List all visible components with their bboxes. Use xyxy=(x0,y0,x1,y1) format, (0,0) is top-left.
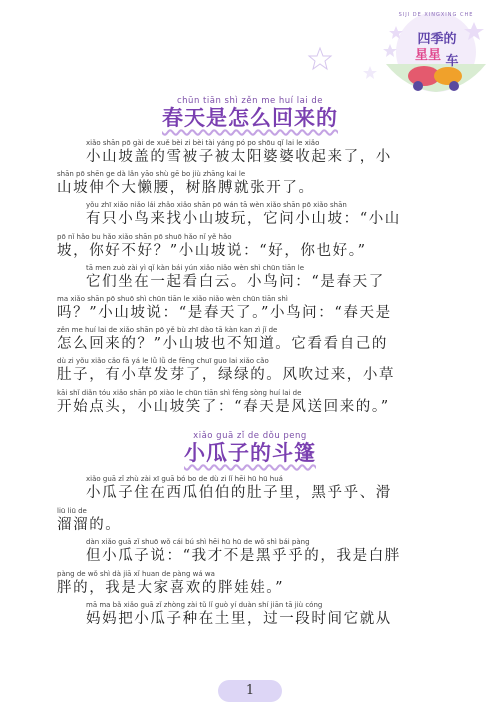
pinyin-line: xiǎo shān pō gài de xuě bèi zi bèi tài yáng pó po shōu qǐ lai le xiǎo xyxy=(86,139,320,147)
text-line xyxy=(57,326,449,353)
pinyin-line: dù zi yǒu xiǎo cǎo fā yá le lǜ lǜ de fēng chuī guo lai xiǎo cǎo xyxy=(57,357,269,366)
logo-title-line1: 四季的 xyxy=(417,32,457,47)
pinyin-line: kāi shǐ diǎn tóu xiǎo shān pō xiào le chūn tiān shì fēng sòng huí lai de xyxy=(57,388,302,397)
pinyin-line: yǒu zhī xiǎo niǎo lái zhǎo xiǎo shān pō wán tā wèn xiǎo shān pō xiǎo shān xyxy=(86,201,347,210)
hanzi-line: 山坡伸个大懒腰，树胳膊就张开了。 xyxy=(57,180,315,197)
pinyin-line: ma xiǎo shān pō shuō shì chūn tiān le xiǎo niǎo wèn chūn tiān shì xyxy=(57,295,288,303)
story-section-2 xyxy=(0,431,500,465)
hanzi-line: 怎么回来的？”小山坡也不知道。它看看自己的 xyxy=(57,336,389,353)
logo-title-line2: 星星 xyxy=(414,48,441,63)
story-2-title-pinyin: xiǎo guā zǐ de dǒu peng xyxy=(193,431,307,441)
hanzi-line: 小山坡盖的雪被子被太阳婆婆收起来了，小 xyxy=(86,149,392,165)
text-line xyxy=(57,475,449,502)
text-line xyxy=(57,357,449,384)
pinyin-line: mā ma bǎ xiǎo guā zǐ zhòng zài tǔ lǐ guò yí duàn shí jiān tā jiù cóng xyxy=(86,601,323,609)
hanzi-line: 小瓜子住在西瓜伯伯的肚子里，黑乎乎、滑 xyxy=(86,485,392,501)
pinyin-line: xiǎo guā zǐ zhù zài xī guā bó bo de dù zi lǐ hēi hū hū huá xyxy=(86,475,283,483)
pinyin-line: shān pō shēn ge dà lǎn yāo shù gē bo jiù zhāng kai le xyxy=(57,170,246,179)
logo-title-line3: 车 xyxy=(445,54,459,69)
hanzi-line: 胖的，我是大家喜欢的胖娃娃。” xyxy=(57,579,285,596)
text-line xyxy=(57,139,449,166)
text-line xyxy=(57,201,449,228)
hanzi-line: 它们坐在一起看白云。小鸟问：“是春天了 xyxy=(86,273,385,290)
story-1-title xyxy=(0,106,500,130)
text-line xyxy=(57,170,449,197)
pinyin-line: zěn me huí lai de xiǎo shān pō yě bù zhī dào tā kàn kan zì jǐ de xyxy=(57,326,278,335)
text-line xyxy=(57,295,449,322)
hanzi-line: 妈妈把小瓜子种在土里，过一段时间它就从 xyxy=(86,611,392,627)
text-line xyxy=(57,507,449,534)
logo-arc-text: SIJI DE XINGXING CHE xyxy=(398,12,474,18)
page-number-badge xyxy=(218,680,282,702)
hanzi-line: 开始点头，小山坡笑了：“春天是风送回来的。” xyxy=(57,398,390,415)
story-2-title xyxy=(0,441,500,465)
pinyin-line: pàng de wǒ shì dà jiā xǐ huan de pàng wá wa xyxy=(57,569,215,578)
story-section-1 xyxy=(0,96,500,130)
text-line xyxy=(57,570,449,597)
story-1-title-text: 春天是怎么回来的 xyxy=(162,106,338,130)
pinyin-line: tā men zuò zài yì qǐ kàn bái yún xiǎo niǎo wèn shì chūn tiān le xyxy=(86,263,305,272)
hanzi-line: 吗？”小山坡说：“是春天了。”小鸟问：“春天是 xyxy=(57,305,392,321)
text-line xyxy=(57,538,449,565)
pinyin-line: dàn xiǎo guā zǐ shuō wǒ cái bú shì hēi hū hū de wǒ shì bái pàng xyxy=(86,538,310,546)
hanzi-line: 坡，你好不好？”小山坡说：“好，你也好。” xyxy=(57,242,367,259)
story-1-title-pinyin: chūn tiān shì zěn me huí lai de xyxy=(177,96,323,106)
text-line xyxy=(57,389,449,416)
text-line xyxy=(57,264,449,291)
hanzi-line: 溜溜的。 xyxy=(57,516,122,533)
hanzi-line: 肚子，有小草发芽了，绿绿的。风吹过来，小草 xyxy=(57,367,396,384)
pinyin-line: liū liū de xyxy=(57,506,87,515)
text-line xyxy=(57,601,449,628)
story-2-title-text: 小瓜子的斗篷 xyxy=(184,441,316,465)
hanzi-line: 但小瓜子说：“我才不是黑乎乎的，我是白胖 xyxy=(86,548,401,564)
page-number: 1 xyxy=(245,683,255,698)
decorative-stars-icon xyxy=(300,40,410,90)
hanzi-line: 有只小鸟来找小山坡玩，它问小山坡：“小山 xyxy=(86,211,401,228)
pinyin-line: pō nǐ hǎo bu hǎo xiǎo shān pō shuō hǎo nǐ yě hǎo xyxy=(57,232,232,241)
text-line xyxy=(57,233,449,260)
